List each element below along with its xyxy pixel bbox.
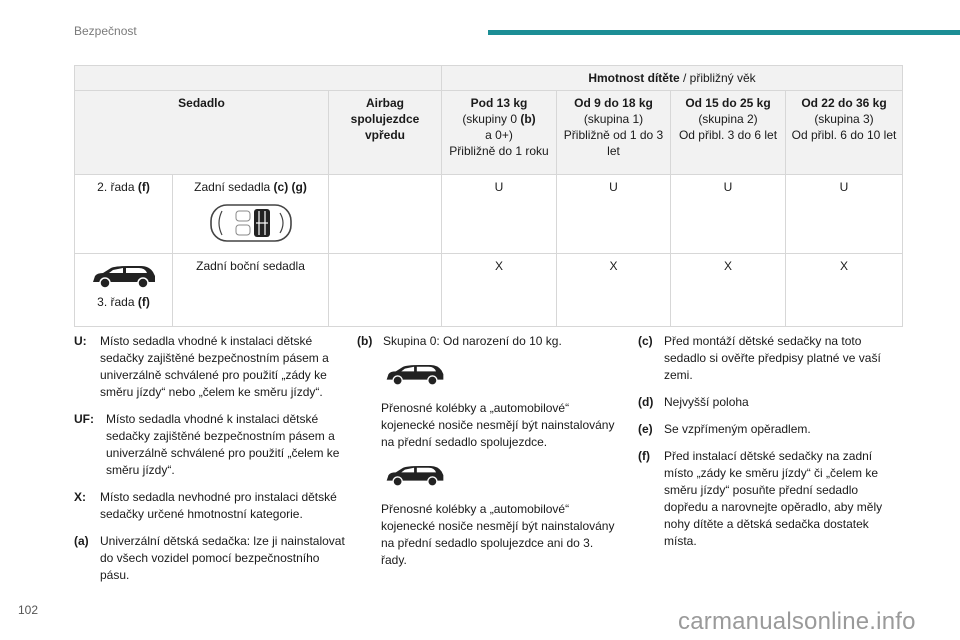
header-accent-bar xyxy=(488,30,960,35)
value-cell: X xyxy=(442,254,557,327)
value-cell: U xyxy=(442,175,557,254)
note-f: (f) Před instalací dětské sedačky na zadní místo „zády ke směru jízdy“ či „čelem ke směru jízdy“ posuňte přední sedadlo dopředu a narovnejte opěradlo, aby měly nohy dítěte a dětská sedačka dostatek místa. xyxy=(638,449,883,548)
note-d: (d) Nejvyšší poloha xyxy=(638,395,749,409)
value-cell: U xyxy=(557,175,671,254)
value-cell: U xyxy=(671,175,786,254)
note-a: (a) Univerzální dětská sedačka: lze ji nainstalovat do všech vozidel pomocí bezpečnostního pásu. xyxy=(74,534,345,582)
airbag-cell-row2 xyxy=(329,254,442,327)
value-cell: X xyxy=(786,254,903,327)
weight-col-2: Od 9 do 18 kg (skupina 1) Přibližně od 1 do 3 let xyxy=(557,91,671,175)
seat-cell-rear-side: Zadní boční sedadla xyxy=(173,254,329,327)
note-b-paragraph-2: Přenosné kolébky a „automobilové“ kojenecké nosiče nesmějí být nainstalovány na přední sedadlo spolujezdce ani do 3. řady. xyxy=(381,502,615,567)
note-e: (e) Se vzpřímeným opěradlem. xyxy=(638,422,811,436)
row-label-2nd: 2. řada (f) xyxy=(75,175,173,254)
value-cell: U xyxy=(786,175,903,254)
notes-column-1 xyxy=(74,333,346,594)
row-label-3rd: 3. řada (f) xyxy=(75,254,173,327)
airbag-column-header: Airbag spolujezdce vpředu xyxy=(329,91,442,175)
airbag-cell-row1 xyxy=(329,175,442,254)
note-b-paragraph-1: Přenosné kolébky a „automobilové“ kojenecké nosiče nesmějí být nainstalovány na přední sedadlo spolujezdce. xyxy=(381,401,615,449)
car-side-icon xyxy=(383,463,447,489)
weight-group-header: Hmotnost dítěte / přibližný věk xyxy=(442,66,903,91)
note-b: (b) Skupina 0: Od narození do 10 kg. xyxy=(357,334,562,348)
seat-cell-rear: Zadní sedadla (c) (g) xyxy=(173,175,329,254)
weight-col-4: Od 22 do 36 kg (skupina 3) Od přibl. 6 do 10 let xyxy=(786,91,903,175)
notes-column-2 xyxy=(357,333,619,579)
header-empty-cell xyxy=(75,66,442,91)
weight-col-1: Pod 13 kg (skupiny 0 (b) a 0+) Přibližně do 1 roku xyxy=(442,91,557,175)
weight-col-3: Od 15 do 25 kg (skupina 2) Od přibl. 3 do 6 let xyxy=(671,91,786,175)
car-side-icon xyxy=(89,264,159,290)
car-top-view-icon xyxy=(208,201,294,245)
section-title: Bezpečnost xyxy=(74,24,137,38)
page-number: 102 xyxy=(18,603,39,617)
seat-column-header: Sedadlo xyxy=(75,91,329,175)
value-cell: X xyxy=(671,254,786,327)
note-x: X: Místo sedadla nevhodné pro instalaci dětské sedačky určené hmotnostní kategorie. xyxy=(74,490,337,521)
notes-column-3 xyxy=(638,333,900,560)
note-c: (c) Před montáží dětské sedačky na toto sedadlo si ověřte předpisy platné ve vaší zemi. xyxy=(638,334,881,382)
watermark: carmanualsonline.info xyxy=(678,608,916,635)
note-uf: UF: Místo sedadla vhodné k instalaci dětské sedačky zajištěné bezpečnostním pásem a univerzálně schválené pro použití „čelem ke směru jízdy“. xyxy=(74,412,340,477)
note-u: U: Místo sedadla vhodné k instalaci dětské sedačky zajištěné bezpečnostním pásem a univerzálně schválené pro použití „zády ke směru jízdy“ nebo „čelem ke směru jízdy“. xyxy=(74,334,329,399)
value-cell: X xyxy=(557,254,671,327)
car-side-icon xyxy=(383,362,447,388)
child-seat-table xyxy=(74,65,903,327)
